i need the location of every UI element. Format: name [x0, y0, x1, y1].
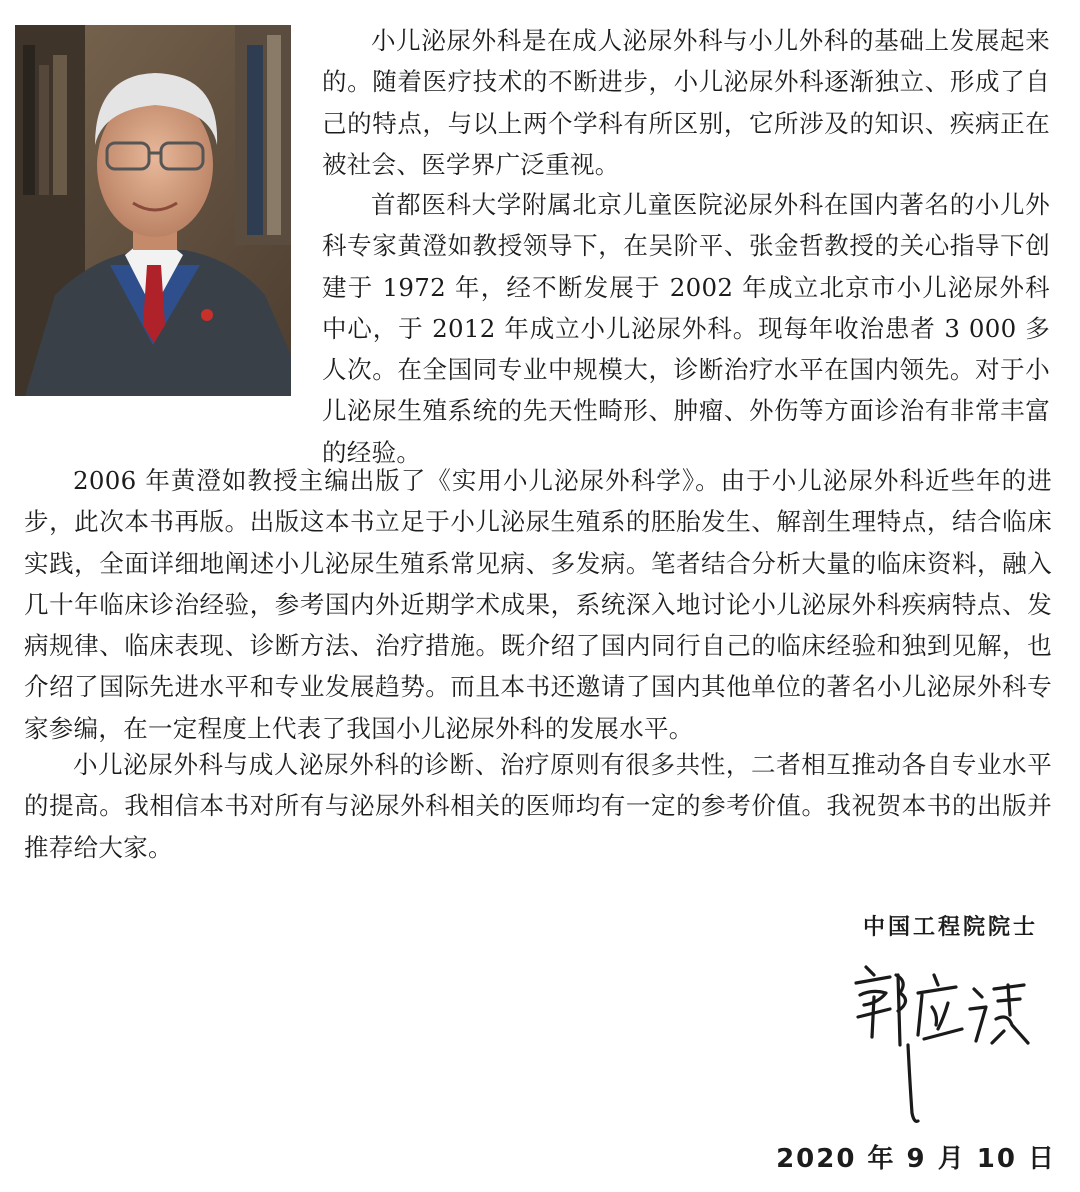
- signoff-date: 2020 年 9 月 10 日: [776, 1144, 1056, 1174]
- foreword-paragraph-2: 首都医科大学附属北京儿童医院泌尿外科在国内著名的小儿外科专家黄澄如教授领导下，在吴阶平、张金哲教授的关心指导下创建于 1972 年，经不断发展于 2002 年成立北京市小儿泌尿外科中心，于 2012 年成立小儿泌尿外科。现每年收治患者 3 000 多人次。在全国同专业中规模大，诊断治疗水平在国内领先。对于小儿泌尿生殖系统的先天性畸形、肿瘤、外伤等方面诊治有非常丰富的经验。: [322, 190, 1050, 467]
- handwritten-signature: [838, 945, 1038, 1130]
- foreword-paragraph-4: 小儿泌尿外科与成人泌尿外科的诊断、治疗原则有很多共性，二者相互推动各自专业水平的提高。我相信本书对所有与泌尿外科相关的医师均有一定的参考价值。我祝贺本书的出版并推荐给大家。: [24, 750, 1052, 862]
- signoff-title: 中国工程院院士: [862, 915, 1038, 940]
- foreword-paragraph-1: 小儿泌尿外科是在成人泌尿外科与小儿外科的基础上发展起来的。随着医疗技术的不断进步，小儿泌尿外科逐渐独立、形成了自己的特点，与以上两个学科有所区别，它所涉及的知识、疾病正在被社会、医学界广泛重视。: [322, 26, 1050, 179]
- foreword-paragraph-3: 2006 年黄澄如教授主编出版了《实用小儿泌尿外科学》。由于小儿泌尿外科近些年的进步，此次本书再版。出版这本书立足于小儿泌尿生殖系的胚胎发生、解剖生理特点，结合临床实践，全面详细地阐述小儿泌尿生殖系常见病、多发病。笔者结合分析大量的临床资料，融入几十年临床诊治经验，参考国内外近期学术成果，系统深入地讨论小儿泌尿外科疾病特点、发病规律、临床表现、诊断方法、治疗措施。既介绍了国内同行自己的临床经验和独到见解，也介绍了国际先进水平和专业发展趋势。而且本书还邀请了国内其他单位的著名小儿泌尿外科专家参编，在一定程度上代表了我国小儿泌尿外科的发展水平。: [24, 466, 1052, 743]
- author-portrait-photo: [15, 25, 291, 396]
- author-portrait-icon: [15, 25, 291, 396]
